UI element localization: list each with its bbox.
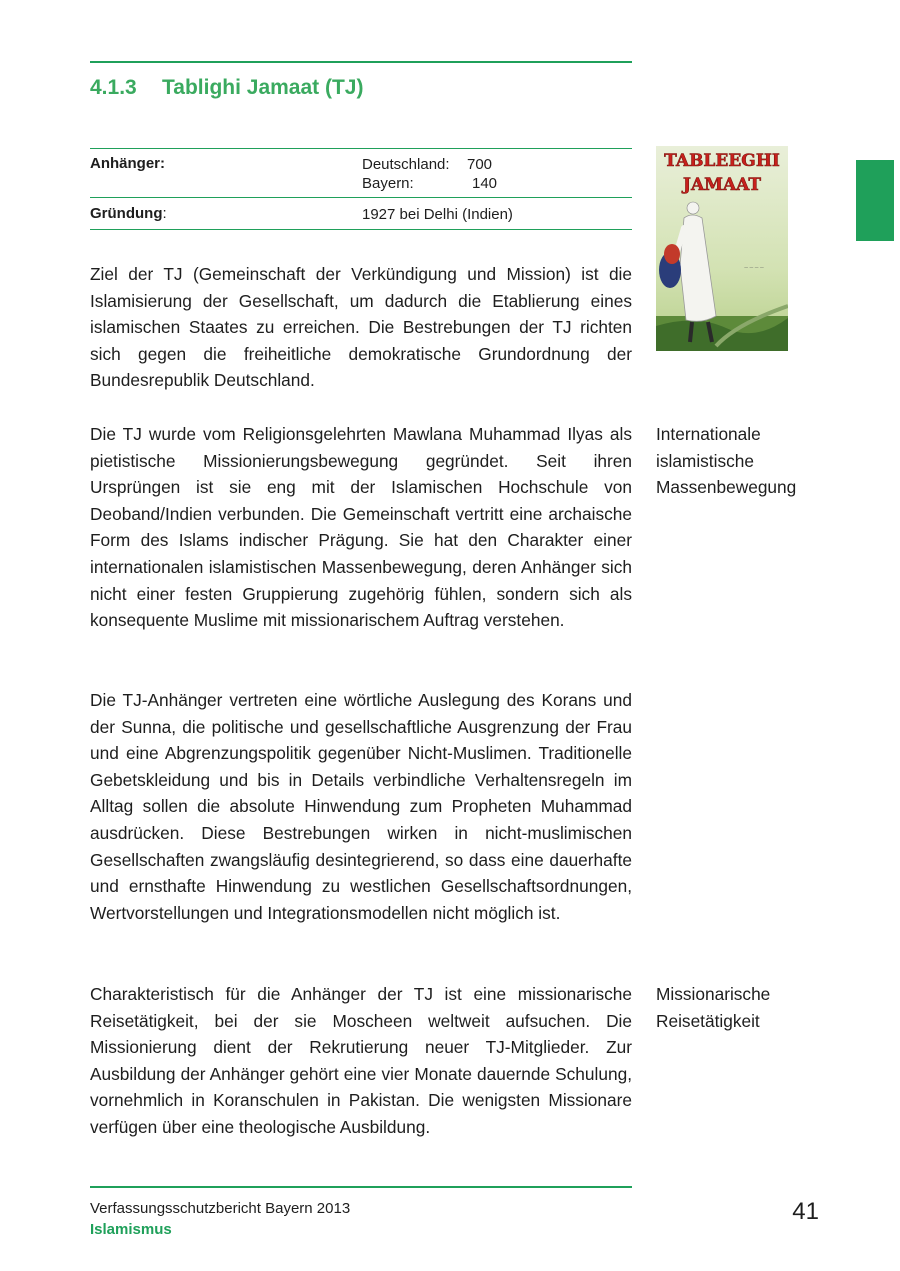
footer-rule <box>90 1186 632 1188</box>
section-title: Tablighi Jamaat (TJ) <box>162 76 364 99</box>
germany-value: 700 <box>467 156 493 173</box>
paragraph-4: Charakteristisch für die Anhänger der TJ ist eine missionarische Reisetätigkeit, bei der sie Moscheen weltweit aufsuchen. Die Missionierung dient der Rekrutierung neuer TJ-Mitglieder. Zur Ausbildung der Anhänger gehört eine vier Monate dauernde Schulung, vornehmlich in Koranschulen in Pakistan. Die wenigsten Missionare verfügen über eine theologische Ausbildung. <box>90 984 632 1137</box>
margin-note-2-line-1: Missionarische <box>656 984 771 1004</box>
margin-note-1-line-2: islamistische <box>656 450 754 471</box>
margin-note-2-line-2: Reisetätigkeit <box>656 1010 760 1031</box>
top-rule <box>90 61 632 63</box>
paragraph-3: Die TJ-Anhänger vertreten eine wörtliche Auslegung des Korans und der Sunna, die politische und gesellschaftliche Ausgrenzung der Frau und eine Abgrenzungspolitik gegenüber Nicht-Muslimen. Traditionelle Gebetskleidung und bis in Details verbindliche Verhaltensregeln im Alltag sollen die absolute Hinwendung zum Propheten Muhammad ausdrücken. Diese Bestrebungen wirken in nicht-muslimischen Gesellschaften zwangsläufig desintegrierend, so dass eine dauerhafte und ernsthafte Hinwendung zu westlichen Gesellschaftsordnungen, Wertvorstellungen und Integrationsmodellen nicht möglich ist. <box>90 690 632 923</box>
founding-label <box>90 205 167 222</box>
germany-label: Deutschland: <box>362 156 450 173</box>
founding-label-colon: : <box>162 205 167 222</box>
bavaria-label: Bayern: <box>362 175 414 192</box>
margin-note-mass-movement <box>656 421 856 501</box>
tablighi-jamaat-book-cover-image <box>656 146 788 351</box>
paragraph-1: Ziel der TJ (Gemeinschaft der Verkündigung und Mission) ist die Islamisierung der Gesellschaft, um dadurch die Etablierung eines islamischen Staates zu erreichen. Die Bestrebungen der TJ richten sich gegen die freiheitliche demokratische Grundordnung der Bundesrepublik Deutschland. <box>90 264 632 391</box>
facts-table-top-rule <box>90 148 632 149</box>
section-heading <box>90 76 363 100</box>
founding-label-text: Gründung <box>90 205 163 222</box>
facts-table-mid-rule <box>90 197 632 198</box>
facts-table-bottom-rule <box>90 229 632 230</box>
margin-note-1-line-1: Internationale <box>656 424 761 444</box>
page-number: 41 <box>792 1198 819 1225</box>
footer-report-title: Verfassungsschutzbericht Bayern 2013 <box>90 1200 351 1217</box>
book-cover-title-line1: TABLEEGHI <box>664 151 780 171</box>
bavaria-value: 140 <box>472 175 498 192</box>
svg-text:— — — —: — — — — <box>744 265 764 270</box>
paragraph-2: Die TJ wurde vom Religionsgelehrten Mawlana Muhammad Ilyas als pietistische Missionierungsbewegung gegründet. Seit ihren Ursprüngen ist sie eng mit der Islamischen Hochschule von Deoband/Indien verbunden. Die Gemeinschaft vertritt eine archaische Form des Islams indischer Prägung. Sie hat den Charakter einer internationalen islamistischen Massenbewegung, deren Anhänger sich nicht einer festen Gruppierung zugehörig fühlen, sondern sich als konsequente Muslime mit missionarischem Auftrag verstehen. <box>90 424 632 631</box>
chapter-tab-marker <box>856 160 894 241</box>
section-number: 4.1.3 <box>90 76 137 99</box>
founding-value: 1927 bei Delhi (Indien) <box>362 206 513 223</box>
book-cover-title-line2: JAMAAT <box>682 175 762 195</box>
followers-values <box>362 155 497 193</box>
footer-section-name: Islamismus <box>90 1221 172 1238</box>
margin-note-1-line-3: Massenbewegung <box>656 477 797 498</box>
followers-label: Anhänger: <box>90 155 165 172</box>
margin-note-missionary-travel <box>656 981 856 1034</box>
